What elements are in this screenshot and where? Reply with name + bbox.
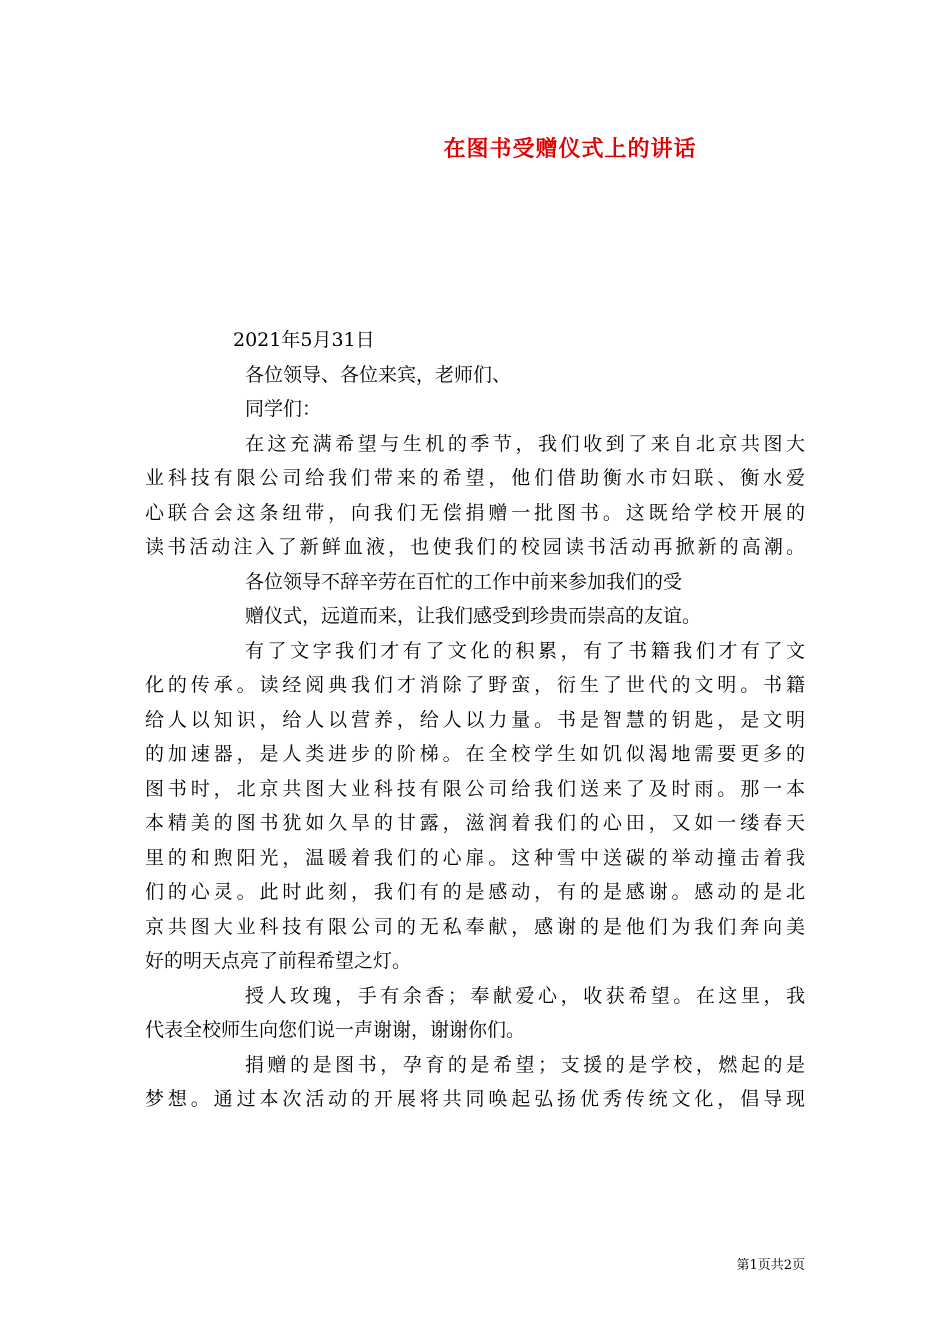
paragraph-line: 本精美的图书犹如久旱的甘露，滋润着我们的心田，又如一缕春天 bbox=[145, 812, 805, 834]
paragraph-line: 里的和煦阳光，温暖着我们的心扉。这种雪中送碳的举动撞击着我 bbox=[145, 846, 805, 869]
paragraph-line: 授人玫瑰，手有余香；奉献爱心，收获希望。在这里，我 bbox=[245, 984, 805, 1007]
paragraph-line: 梦想。通过本次活动的开展将共同唤起弘扬优秀传统文化，倡导现 bbox=[145, 1088, 805, 1110]
paragraph-line: 捐赠的是图书，孕育的是希望；支援的是学校，燃起的是 bbox=[245, 1053, 805, 1076]
page-number: 第1页共2页 bbox=[736, 1258, 805, 1273]
paragraph-line: 心联合会这条纽带，向我们无偿捐赠一批图书。这既给学校开展的 bbox=[145, 501, 805, 524]
paragraph-line: 各位领导不辞辛劳在百忙的工作中前来参加我们的受 bbox=[245, 570, 683, 593]
paragraph-line: 读书活动注入了新鲜血液，也使我们的校园读书活动再掀新的高潮。 bbox=[145, 536, 805, 558]
paragraph-line: 赠仪式，远道而来，让我们感受到珍贵而崇高的友谊。 bbox=[245, 605, 702, 627]
salutation-line: 各位领导、各位来宾，老师们、 bbox=[245, 363, 512, 386]
paragraph-line: 业科技有限公司给我们带来的希望，他们借助衡水市妇联、衡水爱 bbox=[145, 467, 805, 489]
paragraph-line: 京共图大业科技有限公司的无私奉献，感谢的是他们为我们奔向美 bbox=[145, 915, 805, 938]
salutation-line: 同学们： bbox=[245, 398, 322, 420]
document-body bbox=[145, 323, 805, 1117]
paragraph-line: 的加速器，是人类进步的阶梯。在全校学生如饥似渴地需要更多的 bbox=[145, 743, 805, 765]
paragraph-line: 代表全校师生向您们说一声谢谢，谢谢你们。 bbox=[145, 1019, 526, 1041]
date-line: 2021年5月31日 bbox=[233, 329, 375, 351]
paragraph-line: 化的传承。读经阅典我们才消除了野蛮，衍生了世代的文明。书籍 bbox=[145, 674, 805, 696]
paragraph-line: 们的心灵。此时此刻，我们有的是感动，有的是感谢。感动的是北 bbox=[145, 881, 805, 903]
paragraph-line: 有了文字我们才有了文化的积累，有了书籍我们才有了文 bbox=[245, 639, 805, 662]
paragraph-line: 给人以知识，给人以营养，给人以力量。书是智慧的钥匙，是文明 bbox=[145, 708, 805, 731]
paragraph-line: 好的明天点亮了前程希望之灯。 bbox=[145, 950, 412, 972]
document-title: 在图书受赠仪式上的讲话 bbox=[443, 136, 697, 162]
paragraph-line: 图书时，北京共图大业科技有限公司给我们送来了及时雨。那一本 bbox=[145, 777, 805, 800]
paragraph-line: 在这充满希望与生机的季节，我们收到了来自北京共图大 bbox=[245, 432, 805, 455]
